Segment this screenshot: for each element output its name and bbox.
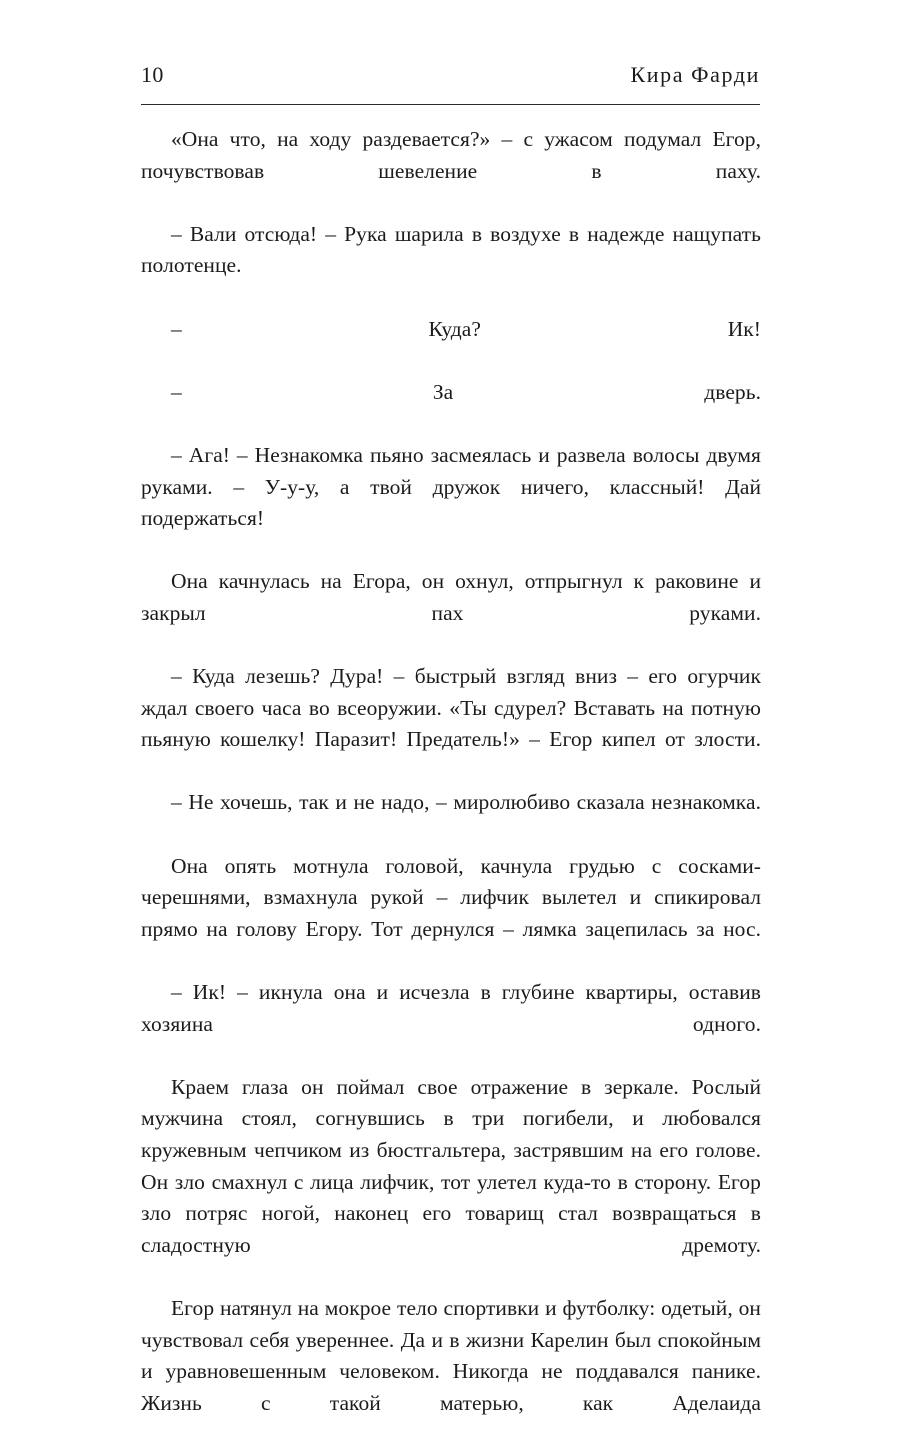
body-paragraph: – Вали отсюда! – Рука шарила в воздухе в надежде нащупать полотенце. [141, 221, 761, 278]
body-paragraph: «Она что, на ходу раздевается?» – с ужасом подумал Егор, почувствовав шевеление в паху. [141, 127, 761, 183]
body-paragraph: Она качнулась на Егора, он охнул, отпрыгнул к раковине и закрыл пах руками. [141, 569, 761, 625]
page-number: 10 [141, 62, 164, 87]
body-paragraph: Она опять мотнула головой, качнула грудью с сосками-черешнями, взмахнула рукой – лифчик вылетел и спикировал прямо на голову Егору. Тот дернулся – лямка зацепилась за нос. [141, 853, 761, 941]
body-paragraph: Краем глаза он поймал свое отражение в зеркале. Рослый мужчина стоял, согнувшись в три погибели, и любовался кружевным чепчиком из бюстгальтера, застрявшим на его голове. Он зло смахнул с лица лифчик, тот улетел куда-то в сторону. Егор зло потряс ногой, наконец его товарищ стал возвращаться в сладостную дремоту. [141, 1074, 761, 1257]
body-paragraph: – Куда? Ик! [171, 316, 761, 341]
running-head [141, 62, 760, 88]
body-paragraph: – Куда лезешь? Дура! – быстрый взгляд вниз – его огурчик ждал своего часа во всеоружии. «Ты сдурел? Вставать на потную пьяную кошелку! Паразит! Предатель!» – Егор кипел от злости. [141, 664, 761, 752]
running-title-author: Кира Фарди [630, 62, 760, 87]
body-paragraph: Егор натянул на мокрое тело спортивки и футболку: одетый, он чувствовал себя увереннее. Да и в жизни Карелин был спокойным и уравновешенным человеком. Никогда не поддавался панике. Жизнь с такой матерью, как Аделаида [141, 1295, 761, 1415]
body-paragraph: – Ик! – икнула она и исчезла в глубине квартиры, оставив хозяина одного. [141, 980, 761, 1036]
header-divider-rule [141, 104, 760, 105]
body-paragraph: – Ага! – Незнакомка пьяно засмеялась и развела волосы двумя руками. – У-у-у, а твой дружок ничего, классный! Дай подержаться! [141, 442, 761, 531]
body-text-column [141, 124, 761, 1451]
body-paragraph: – Не хочешь, так и не надо, – миролюбиво сказала незнакомка. [171, 790, 761, 815]
body-paragraph: – За дверь. [171, 379, 761, 404]
